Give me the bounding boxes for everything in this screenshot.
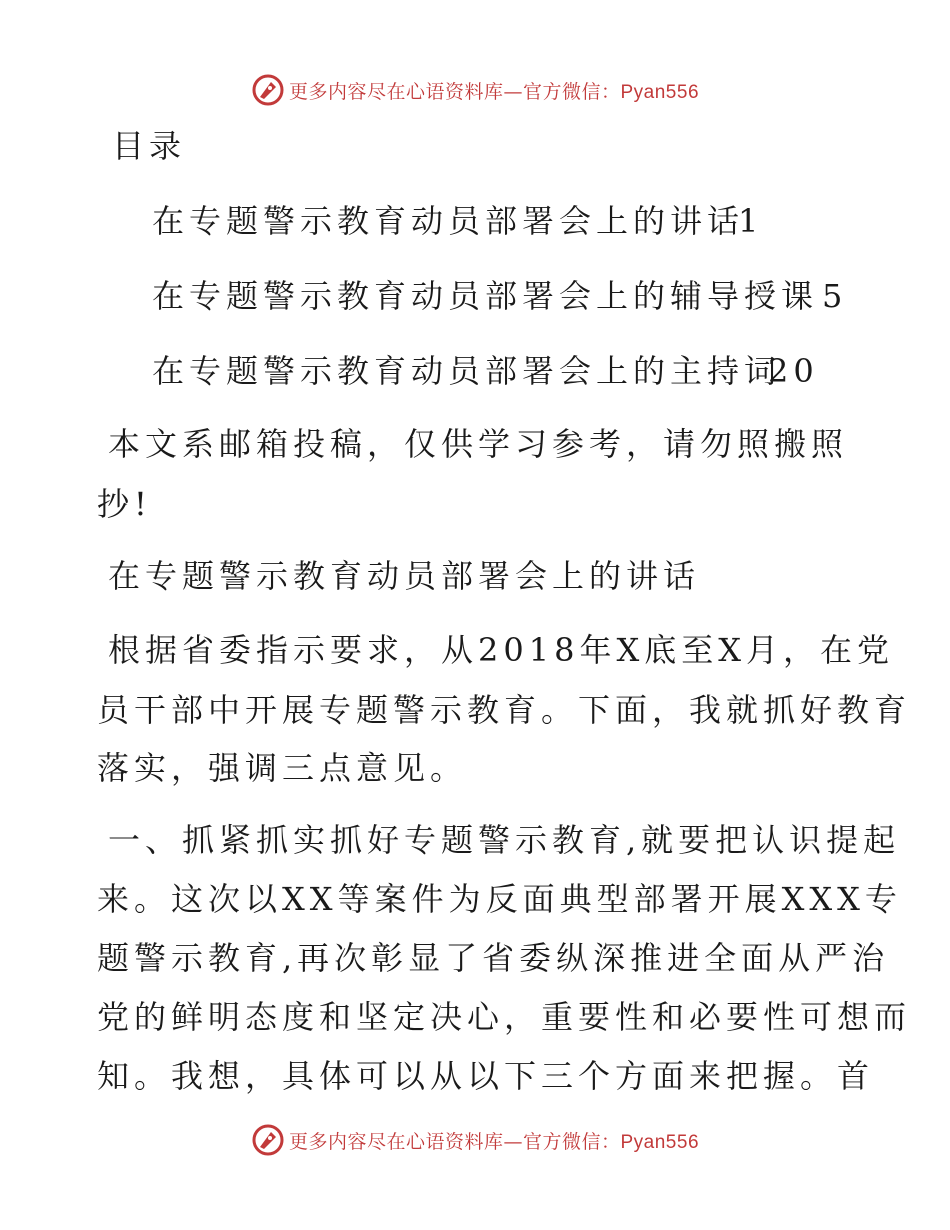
article-title: 在专题警示教育动员部署会上的讲话: [108, 557, 701, 595]
paragraph-line: 知。我想，具体可以从以下三个方面来把握。首: [97, 1057, 875, 1095]
watermark-wechat: Pyan556: [620, 1131, 700, 1153]
paragraph-line: 题警示教育,再次彰显了省委纵深推进全面从严治: [97, 939, 890, 977]
toc-item-3[interactable]: [152, 351, 819, 391]
notice-line-1: 本文系邮箱投稿，仅供学习参考，请勿照搬照: [108, 425, 849, 463]
toc-item-2[interactable]: [152, 276, 848, 316]
pen-nib-logo-icon: [251, 73, 285, 107]
toc-item-page: 5: [822, 277, 848, 315]
toc-item-title: 在专题警示教育动员部署会上的主持词: [152, 352, 782, 390]
paragraph-line: 落实，强调三点意见。: [97, 749, 468, 787]
paragraph-line: 员干部中开展专题警示教育。下面，我就抓好教育: [97, 691, 912, 729]
toc-heading: 目录: [112, 127, 187, 165]
paragraph-line: 党的鲜明态度和坚定决心，重要性和必要性可想而: [97, 998, 912, 1036]
toc-item-page: 20: [768, 352, 819, 390]
watermark-wechat: Pyan556: [620, 81, 700, 103]
notice-line-2: 抄!: [97, 485, 152, 523]
header-watermark: [0, 70, 950, 110]
toc-item-title: 在专题警示教育动员部署会上的辅导授课: [152, 277, 819, 315]
paragraph-line: 一、抓紧抓实抓好专题警示教育,就要把认识提起: [108, 821, 901, 859]
footer-watermark: [0, 1120, 950, 1160]
toc-item-page: 1: [738, 202, 764, 240]
watermark-text: 更多内容尽在心语资料库—官方微信：Pyan556: [288, 80, 700, 103]
paragraph-line: 根据省委指示要求，从2018年X底至X月，在党: [108, 631, 895, 669]
toc-item-title: 在专题警示教育动员部署会上的讲话: [152, 202, 745, 240]
paragraph-line: 来。这次以XX等案件为反面典型部署开展XXX专: [97, 880, 902, 918]
watermark-text: 更多内容尽在心语资料库—官方微信：Pyan556: [288, 1130, 700, 1153]
toc-item-1[interactable]: [152, 201, 764, 241]
pen-nib-logo-icon: [251, 1123, 285, 1157]
